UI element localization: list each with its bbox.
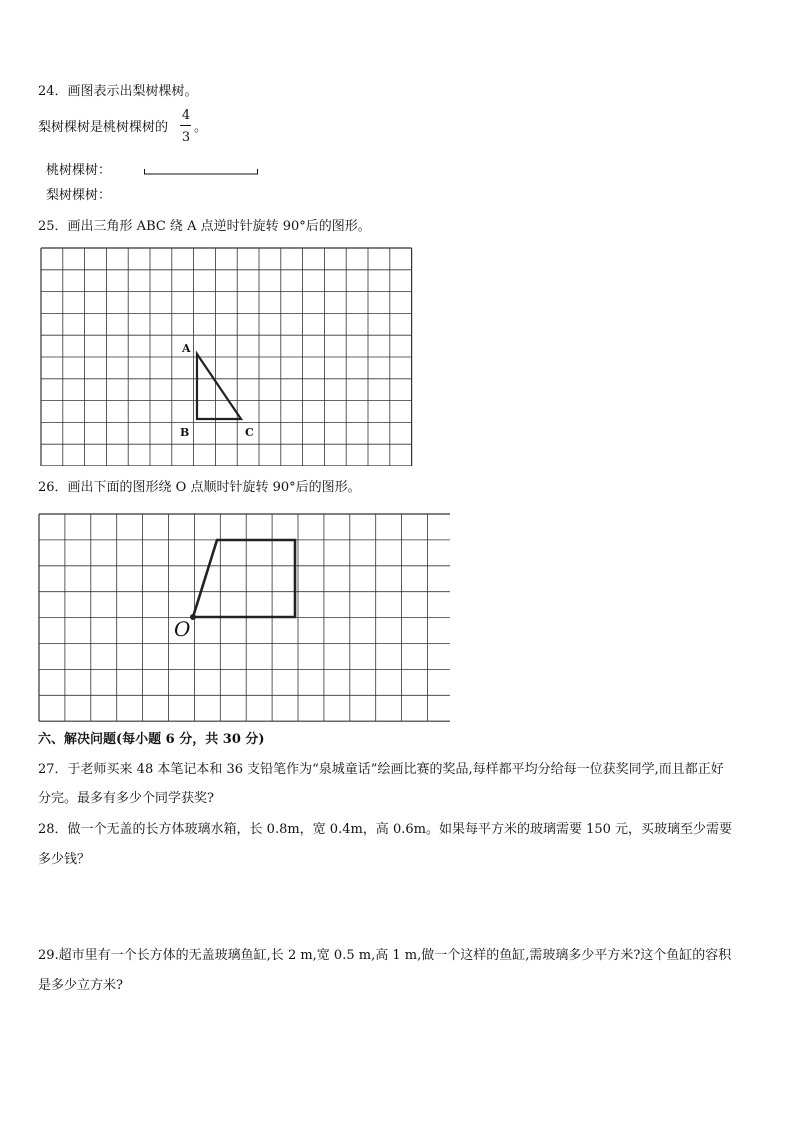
q29-line-2: 是多少立方米?	[38, 978, 123, 993]
q27-line-1: 27．于老师买来 48 本笔记本和 36 支铅笔作为“泉城童话”绘画比赛的奖品,每样都平均分给每一位获奖同学,而且都正好	[38, 762, 724, 777]
point-c-label: C	[245, 426, 254, 439]
grid-q25-lines	[41, 248, 412, 466]
q24-statement-suffix: 。	[194, 120, 208, 135]
q24-statement	[38, 119, 168, 137]
peach-segment	[140, 166, 264, 178]
triangle-abc	[197, 354, 241, 419]
rotation-figure	[193, 540, 295, 617]
grid-q25	[40, 246, 420, 466]
q26-title: 26．画出下面的图形绕 O 点顺时针旋转 90°后的图形。	[38, 480, 361, 495]
point-b-label: B	[180, 426, 190, 439]
section-6-heading: 六、解决问题(每小题 6 分，共 30 分)	[38, 732, 265, 747]
grid-q26	[38, 512, 450, 722]
q28-line-2: 多少钱？	[38, 852, 91, 867]
peach-label: 桃树棵树：	[46, 163, 112, 178]
q25-title: 25．画出三角形 ABC 绕 A 点逆时针旋转 90°后的图形。	[38, 219, 371, 234]
fraction-bar	[180, 125, 191, 126]
q24-title: 24．画图表示出梨树棵树。	[38, 84, 198, 99]
fraction-denominator: 3	[181, 130, 191, 145]
q24-statement-prefix: 梨树棵树是桃树棵树的	[38, 120, 169, 135]
q29-line-1: 29.超市里有一个长方体的无盖玻璃鱼缸,长 2 m,宽 0.5 m,高 1 m,做一个这样的鱼缸,需玻璃多少平方米?这个鱼缸的容积	[38, 948, 732, 963]
pear-label: 梨树棵树：	[46, 188, 112, 203]
q27-line-2: 分完。最多有多少个同学获奖?	[38, 791, 214, 806]
fraction-numerator: 4	[181, 108, 191, 123]
point-a-label: A	[182, 342, 191, 355]
point-o-label: O	[174, 617, 191, 641]
q28-line-1: 28．做一个无盖的长方体玻璃水箱，长 0.8m，宽 0.4m，高 0.6m。如果每平方米的玻璃需要 150 元，买玻璃至少需要	[38, 822, 733, 837]
point-o	[190, 614, 196, 620]
